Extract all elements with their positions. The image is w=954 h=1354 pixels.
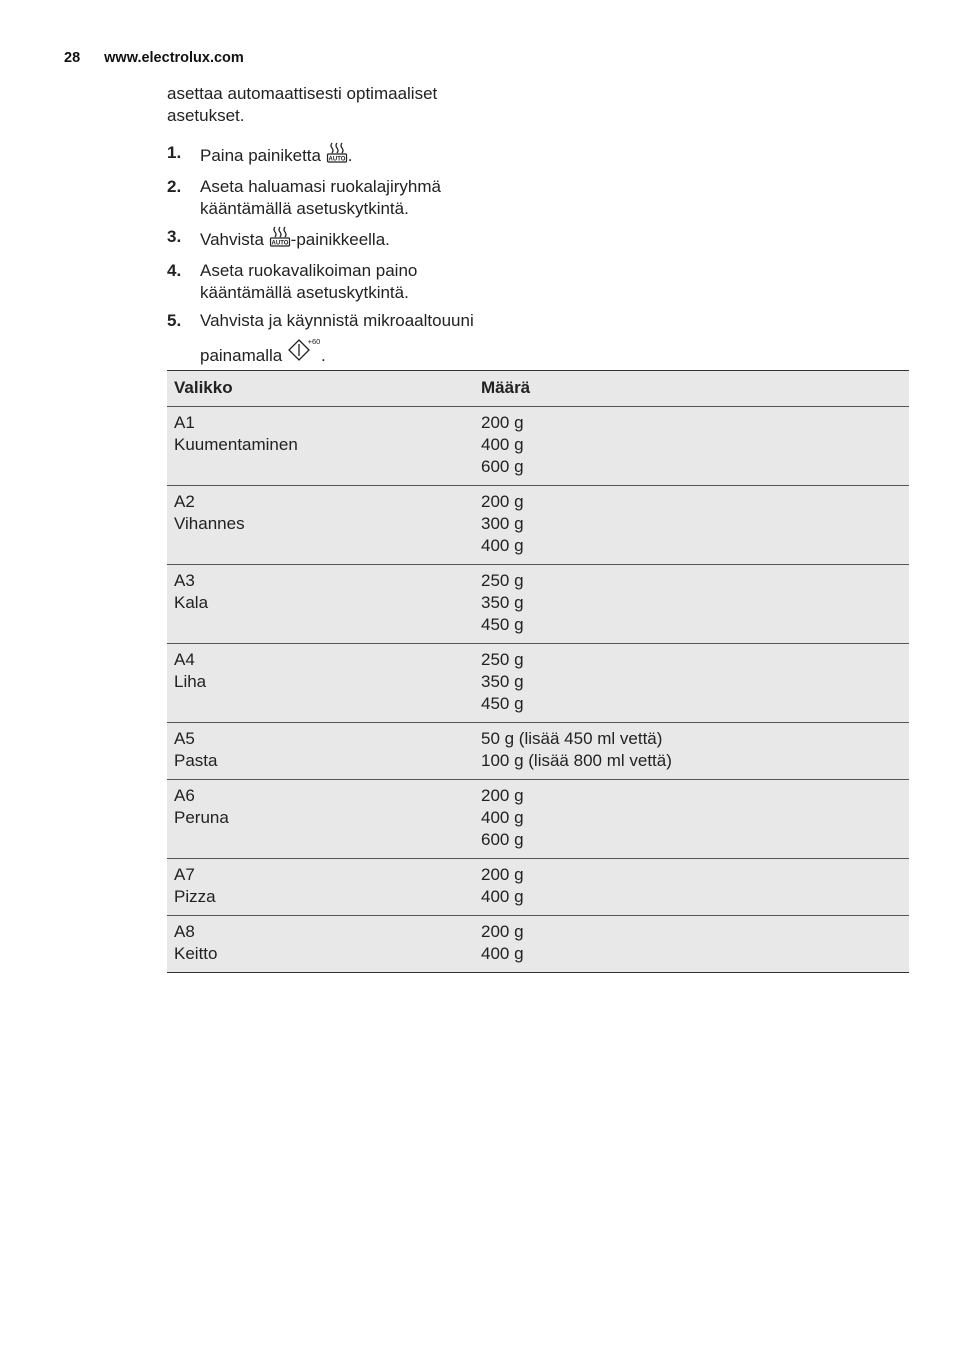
- amount-value: 350 g: [481, 672, 524, 691]
- menu-name: Pasta: [174, 751, 218, 770]
- column-header-menu: Valikko: [167, 371, 474, 407]
- svg-text:AUTO: AUTO: [328, 156, 346, 163]
- menu-name: Keitto: [174, 944, 218, 963]
- menu-cell: [167, 407, 474, 486]
- step-2: [167, 176, 547, 220]
- step-1: [167, 142, 547, 170]
- table-row: [167, 486, 909, 565]
- amount-value: 350 g: [481, 593, 524, 612]
- step-4: [167, 260, 547, 304]
- menu-name: Peruna: [174, 808, 229, 827]
- amount-value: 100 g (lisää 800 ml vettä): [481, 751, 672, 770]
- step-text-line-1: Aseta ruokavalikoiman paino: [200, 261, 418, 280]
- amount-value: 250 g: [481, 650, 524, 669]
- amount-value: 200 g: [481, 922, 524, 941]
- amount-cell: [474, 859, 909, 916]
- step-text: Vahvista: [200, 230, 269, 249]
- amount-cell: [474, 723, 909, 780]
- step-number: 5.: [167, 311, 182, 330]
- amount-value: 300 g: [481, 514, 524, 533]
- step-number: 4.: [167, 261, 182, 280]
- menu-code: A3: [174, 571, 195, 590]
- intro-line-2: asetukset.: [167, 106, 245, 125]
- step-text-end: -painikkeella.: [290, 230, 390, 249]
- menu-code: A2: [174, 492, 195, 511]
- amount-value: 450 g: [481, 694, 524, 713]
- step-text-end: .: [347, 146, 353, 165]
- amount-cell: [474, 486, 909, 565]
- intro-line-1: asettaa automaattisesti optimaaliset: [167, 84, 438, 103]
- step-3: [167, 226, 547, 254]
- menu-cell: [167, 859, 474, 916]
- step-text-line-1: Aseta haluamasi ruokalajiryhmä: [200, 177, 441, 196]
- table-row: [167, 780, 909, 859]
- menu-code: A7: [174, 865, 195, 884]
- amount-value: 400 g: [481, 808, 524, 827]
- amount-value: 200 g: [481, 786, 524, 805]
- menu-name: Liha: [174, 672, 207, 691]
- step-text-line-2: kääntämällä asetuskytkintä.: [200, 283, 409, 302]
- amount-value: 450 g: [481, 615, 524, 634]
- table-header-row: [167, 371, 909, 407]
- menu-code: A1: [174, 413, 195, 432]
- menu-cell: [167, 916, 474, 973]
- table-row: [167, 859, 909, 916]
- amount-value: 600 g: [481, 457, 524, 476]
- menu-name: Kuumentaminen: [174, 435, 298, 454]
- table-row: [167, 644, 909, 723]
- amount-value: 200 g: [481, 865, 524, 884]
- auto-cook-icon: [326, 142, 348, 170]
- table-row: [167, 565, 909, 644]
- menu-name: Pizza: [174, 887, 216, 906]
- menu-cell: [167, 780, 474, 859]
- amount-cell: [474, 565, 909, 644]
- program-table: [167, 370, 909, 973]
- instruction-steps: [167, 142, 547, 376]
- step-text-line-2: painamalla: [200, 346, 287, 365]
- amount-cell: [474, 644, 909, 723]
- step-5: [167, 310, 547, 370]
- amount-value: 250 g: [481, 571, 524, 590]
- site-url: www.electrolux.com: [104, 50, 244, 66]
- menu-cell: [167, 486, 474, 565]
- menu-cell: [167, 723, 474, 780]
- intro-text: [167, 83, 527, 127]
- amount-value: 400 g: [481, 887, 524, 906]
- amount-cell: [474, 916, 909, 973]
- menu-code: A6: [174, 786, 195, 805]
- step-number: 3.: [167, 227, 182, 246]
- amount-value: 200 g: [481, 492, 524, 511]
- auto-cook-icon: [269, 226, 291, 254]
- svg-text:+60: +60: [307, 337, 321, 346]
- table-row: [167, 723, 909, 780]
- step-text-line-1: Vahvista ja käynnistä mikroaaltouuni: [200, 311, 474, 330]
- menu-cell: [167, 565, 474, 644]
- step-text: Paina painiketta: [200, 146, 326, 165]
- menu-name: Vihannes: [174, 514, 245, 533]
- amount-value: 400 g: [481, 944, 524, 963]
- step-number: 1.: [167, 143, 182, 162]
- menu-cell: [167, 644, 474, 723]
- amount-cell: [474, 780, 909, 859]
- column-header-amount: Määrä: [474, 371, 909, 407]
- menu-code: A4: [174, 650, 195, 669]
- amount-value: 50 g (lisää 450 ml vettä): [481, 729, 663, 748]
- svg-text:AUTO: AUTO: [271, 240, 289, 247]
- menu-code: A8: [174, 922, 195, 941]
- page-number: 28: [64, 50, 81, 66]
- amount-value: 600 g: [481, 830, 524, 849]
- start-plus60-icon: [287, 336, 321, 370]
- step-text-line-2: kääntämällä asetuskytkintä.: [200, 199, 409, 218]
- amount-cell: [474, 407, 909, 486]
- amount-value: 400 g: [481, 435, 524, 454]
- menu-name: Kala: [174, 593, 209, 612]
- amount-value: 200 g: [481, 413, 524, 432]
- amount-value: 400 g: [481, 536, 524, 555]
- table-row: [167, 916, 909, 973]
- page-header: [64, 50, 244, 66]
- step-text-end: .: [320, 346, 326, 365]
- step-number: 2.: [167, 177, 182, 196]
- table-row: [167, 407, 909, 486]
- menu-code: A5: [174, 729, 195, 748]
